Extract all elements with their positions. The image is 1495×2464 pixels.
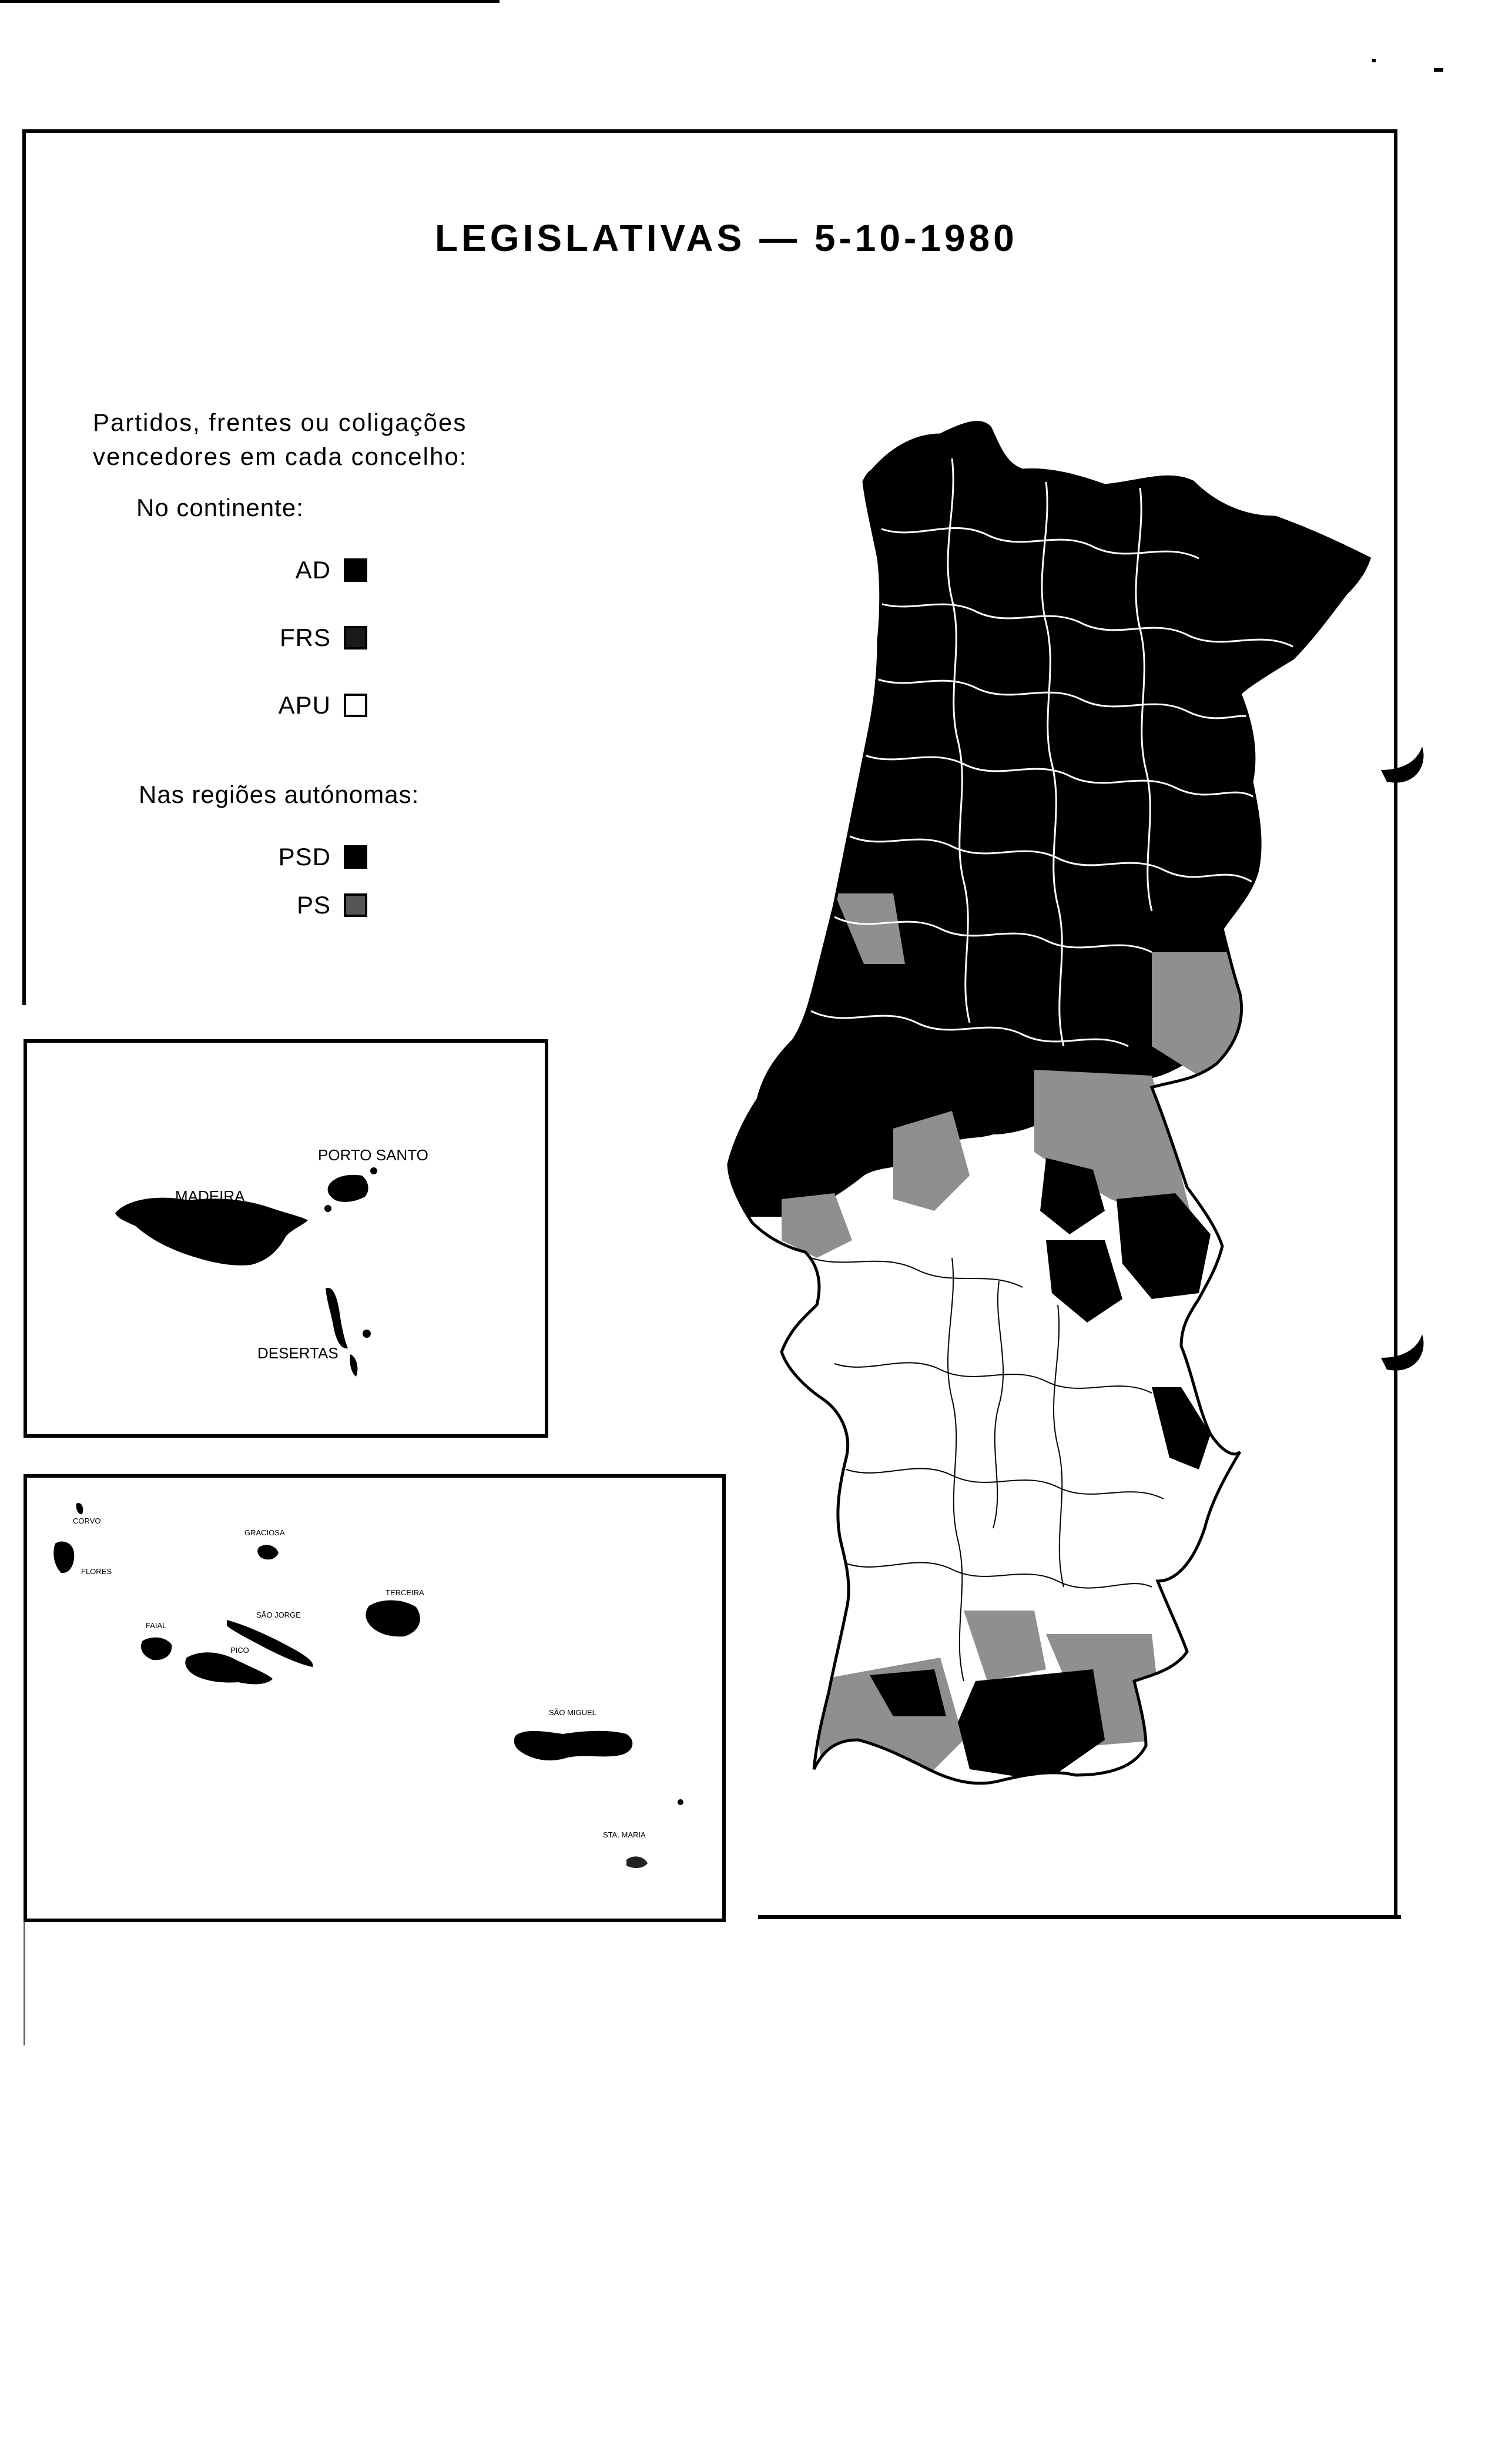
label-graciosa: GRACIOSA xyxy=(244,1528,285,1537)
corvo-island xyxy=(76,1503,83,1514)
legend-heading-line1: Partidos, frentes ou coligações xyxy=(93,409,467,436)
bottom-frame-rule xyxy=(758,1915,1401,1919)
legend-label-frs: FRS xyxy=(280,624,331,651)
porto-santo-islet xyxy=(370,1167,377,1174)
label-terceira: TERCEIRA xyxy=(386,1588,424,1597)
porto-santo-island xyxy=(328,1175,368,1202)
label-desertas: DESERTAS xyxy=(257,1344,338,1362)
legend-item-apu xyxy=(176,689,367,722)
label-sao-jorge: SÃO JORGE xyxy=(256,1611,301,1619)
porto-santo-islet-2 xyxy=(324,1205,331,1212)
pico-island xyxy=(185,1652,273,1684)
legend-heading xyxy=(93,406,516,474)
map-title: LEGISLATIVAS — 5-10-1980 xyxy=(435,217,1018,259)
legend-label-psd: PSD xyxy=(278,843,331,871)
binding-hole-mark-bottom xyxy=(1369,1323,1440,1387)
legend-item-ad xyxy=(176,554,367,587)
label-santa-maria: STA. MARIA xyxy=(603,1830,646,1839)
left-frame-rule xyxy=(22,129,26,1005)
legend-label-ps: PS xyxy=(296,891,331,919)
left-margin-rule xyxy=(24,1922,25,2045)
santa-maria-island xyxy=(626,1856,648,1868)
formigas-islet xyxy=(678,1799,683,1805)
continent-heading: No continente: xyxy=(136,494,304,521)
label-corvo: CORVO xyxy=(73,1516,101,1525)
sao-miguel-island xyxy=(514,1731,633,1760)
terceira-island xyxy=(366,1600,420,1636)
ilheu-chao xyxy=(363,1330,371,1338)
azores-inset xyxy=(24,1474,726,1922)
legend-item-frs xyxy=(176,621,367,654)
deserta-grande xyxy=(326,1288,348,1348)
madeira-inset xyxy=(24,1039,548,1438)
legend-swatch-psd xyxy=(344,845,367,869)
madeira-map xyxy=(27,1043,552,1441)
legend-swatch-frs xyxy=(344,626,367,650)
scan-speck-1 xyxy=(1372,59,1376,62)
label-pico: PICO xyxy=(230,1646,249,1655)
regions-heading: Nas regiões autónomas: xyxy=(139,781,420,808)
legend-swatch-ps xyxy=(344,893,367,917)
legend-item-ps xyxy=(176,889,367,922)
bugio xyxy=(350,1354,357,1377)
legend-swatch-ad xyxy=(344,558,367,582)
scan-speck-2 xyxy=(1434,68,1443,72)
label-faial: FAIAL xyxy=(146,1621,167,1630)
graciosa-island xyxy=(257,1545,279,1559)
label-sao-miguel: SÃO MIGUEL xyxy=(549,1708,596,1717)
madeira-island xyxy=(115,1198,308,1266)
label-porto-santo: PORTO SANTO xyxy=(318,1146,428,1164)
legend-item-psd xyxy=(176,841,367,873)
faial-island xyxy=(141,1638,172,1660)
label-madeira: MADEIRA xyxy=(175,1187,245,1205)
top-rule xyxy=(0,0,500,3)
label-flores: FLORES xyxy=(81,1567,112,1576)
legend-swatch-apu xyxy=(344,694,367,717)
azores-map xyxy=(27,1478,729,1926)
sao-jorge-island xyxy=(227,1620,313,1667)
binding-hole-mark-top xyxy=(1369,735,1440,799)
legend-label-ad: AD xyxy=(295,556,331,584)
legend-label-apu: APU xyxy=(278,691,331,719)
legend-heading-line2: vencedores em cada concelho: xyxy=(93,443,468,470)
flores-island xyxy=(53,1542,74,1574)
